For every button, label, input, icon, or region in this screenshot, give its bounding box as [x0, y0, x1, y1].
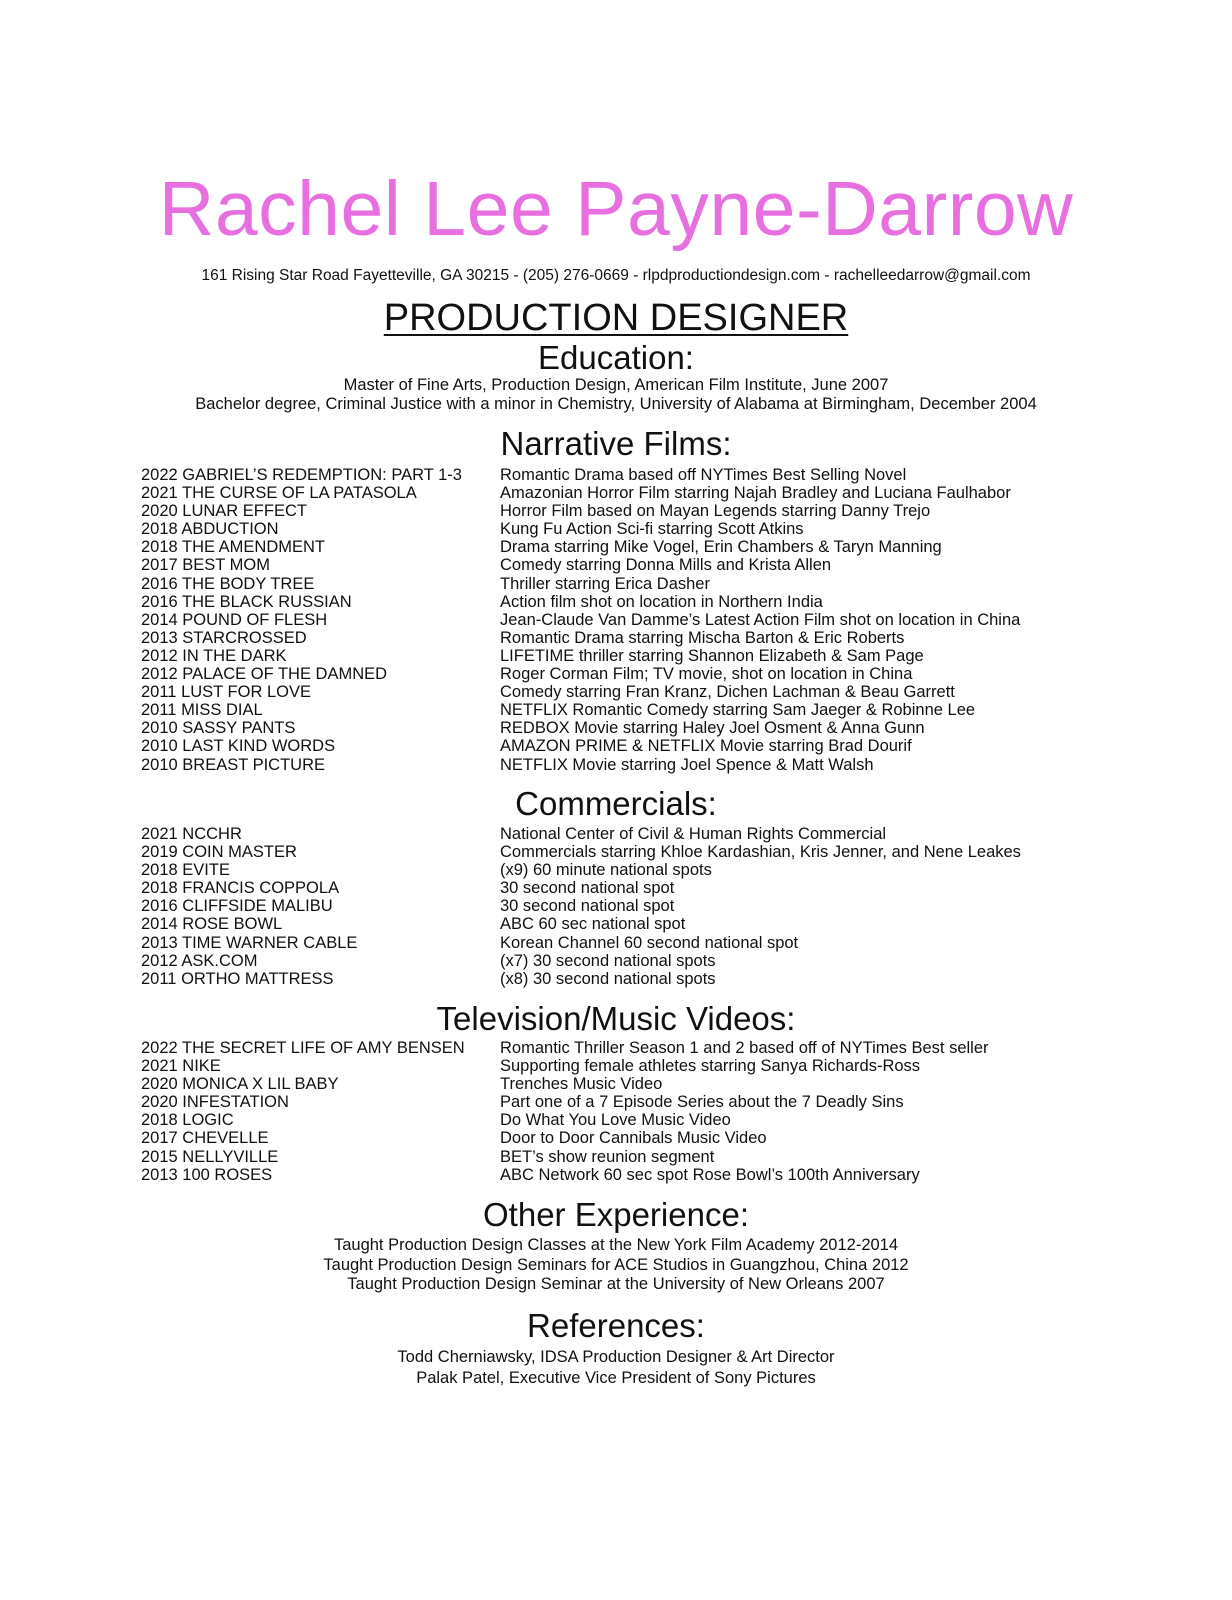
credit-title: 2020 LUNAR EFFECT: [141, 502, 307, 521]
credit-description: LIFETIME thriller starring Shannon Elizabeth & Sam Page: [500, 646, 924, 665]
role-title: [0, 296, 1232, 340]
credit-row: [141, 861, 1141, 879]
credit-title: 2011 LUST FOR LOVE: [141, 683, 311, 702]
credit-row: [141, 538, 1141, 556]
narrative-heading: Narrative Films:: [500, 425, 732, 462]
credit-description: Amazonian Horror Film starring Najah Bradley and Luciana Faulhabor: [500, 484, 1011, 503]
credit-title: 2017 BEST MOM: [141, 556, 270, 575]
credit-description: ABC Network 60 sec spot Rose Bowl’s 100th Anniversary: [500, 1165, 920, 1184]
credit-row: [141, 665, 1141, 683]
credit-title: 2017 CHEVELLE: [141, 1129, 269, 1148]
commercials-list: [141, 825, 1141, 988]
other-experience-list: [0, 1236, 1232, 1295]
contact-line: 161 Rising Star Road Fayetteville, GA 30215 - (205) 276-0669 - rlpdproductiondesign.com - rachelleedarrow@gmail.com: [201, 267, 1031, 284]
education-item: Bachelor degree, Criminal Justice with a minor in Chemistry, University of Alabama at Birmingham, December 2004: [195, 395, 1037, 413]
reference-item: Todd Cherniawsky, IDSA Production Designer & Art Director: [397, 1348, 835, 1366]
credit-row: [141, 1057, 1141, 1075]
credit-description: Korean Channel 60 second national spot: [500, 933, 799, 952]
credit-row: [141, 629, 1141, 647]
credit-description: Thriller starring Erica Dasher: [500, 574, 710, 593]
credit-description: NETFLIX Romantic Comedy starring Sam Jaeger & Robinne Lee: [500, 701, 976, 720]
education-heading: Education:: [538, 339, 694, 376]
credit-description: 30 second national spot: [500, 897, 675, 916]
credit-row: [141, 879, 1141, 897]
credit-row: [141, 1166, 1141, 1184]
credit-title: 2011 MISS DIAL: [141, 701, 263, 720]
credit-title: 2016 THE BODY TREE: [141, 574, 315, 593]
credit-description: NETFLIX Movie starring Joel Spence & Matt Walsh: [500, 755, 874, 774]
credit-description: Romantic Thriller Season 1 and 2 based off of NYTimes Best seller: [500, 1039, 989, 1057]
credit-title: 2014 ROSE BOWL: [141, 915, 283, 934]
credit-description: Jean-Claude Van Damme’s Latest Action Film shot on location in China: [500, 610, 1021, 629]
credit-description: Kung Fu Action Sci-fi starring Scott Atkins: [500, 520, 804, 539]
other-experience-item: Taught Production Design Seminars for ACE Studios in Guangzhou, China 2012: [323, 1255, 909, 1274]
credit-title: 2019 COIN MASTER: [141, 843, 297, 862]
credit-row: [141, 915, 1141, 933]
other-experience-item: Taught Production Design Seminar at the University of New Orleans 2007: [347, 1275, 885, 1293]
credit-row: [141, 701, 1141, 719]
television-list: [141, 1039, 1141, 1184]
education-item: Master of Fine Arts, Production Design, American Film Institute, June 2007: [343, 376, 889, 394]
credit-row: [141, 825, 1141, 843]
other-experience-heading: Other Experience:: [483, 1196, 749, 1233]
credit-title: 2021 THE CURSE OF LA PATASOLA: [141, 484, 417, 503]
credit-row: [141, 683, 1141, 701]
credit-row: [141, 756, 1141, 774]
credit-row: [141, 593, 1141, 611]
education-list: [0, 376, 1232, 414]
credit-description: Part one of a 7 Episode Series about the 7 Deadly Sins: [500, 1093, 904, 1112]
credit-row: [141, 1148, 1141, 1166]
credit-row: [141, 611, 1141, 629]
credit-description: Romantic Drama based off NYTimes Best Selling Novel: [500, 466, 907, 484]
credit-row: [141, 719, 1141, 737]
credit-description: Horror Film based on Mayan Legends starring Danny Trejo: [500, 502, 931, 521]
credit-description: Trenches Music Video: [500, 1075, 663, 1094]
credit-row: [141, 1111, 1141, 1129]
credit-description: BET’s show reunion segment: [500, 1147, 715, 1166]
credit-description: REDBOX Movie starring Haley Joel Osment & Anna Gunn: [500, 719, 925, 738]
credit-title: 2011 ORTHO MATTRESS: [141, 969, 334, 988]
credit-row: [141, 484, 1141, 502]
credit-title: 2014 POUND OF FLESH: [141, 610, 328, 629]
credit-description: (x7) 30 second national spots: [500, 951, 716, 970]
credit-description: Drama starring Mike Vogel, Erin Chambers & Taryn Manning: [500, 538, 942, 557]
credit-row: [141, 466, 1141, 484]
credit-title: 2016 CLIFFSIDE MALIBU: [141, 897, 333, 916]
credit-description: Comedy starring Fran Kranz, Dichen Lachman & Beau Garrett: [500, 683, 955, 702]
credit-title: 2012 PALACE OF THE DAMNED: [141, 665, 388, 684]
credit-description: Roger Corman Film; TV movie, shot on location in China: [500, 665, 913, 684]
credit-row: [141, 1075, 1141, 1093]
credit-title: 2018 LOGIC: [141, 1111, 234, 1130]
credit-row: [141, 934, 1141, 952]
credit-row: [141, 556, 1141, 574]
credit-description: Do What You Love Music Video: [500, 1111, 731, 1130]
credit-row: [141, 970, 1141, 988]
credit-title: 2022 GABRIEL’S REDEMPTION: PART 1-3: [141, 466, 462, 484]
credit-description: ABC 60 sec national spot: [500, 915, 686, 934]
credit-description: (x8) 30 second national spots: [500, 969, 716, 988]
resume-name: Rachel Lee Payne-Darrow: [158, 166, 1074, 252]
credit-title: 2020 INFESTATION: [141, 1093, 289, 1112]
credit-row: [141, 1093, 1141, 1111]
credit-description: AMAZON PRIME & NETFLIX Movie starring Brad Dourif: [500, 737, 912, 756]
credit-title: 2010 SASSY PANTS: [141, 719, 296, 738]
credit-row: [141, 737, 1141, 755]
commercials-heading: Commercials:: [515, 785, 717, 822]
credit-description: National Center of Civil & Human Rights Commercial: [500, 825, 887, 843]
credit-title: 2022 THE SECRET LIFE OF AMY BENSEN: [141, 1039, 465, 1057]
credit-description: Commercials starring Khloe Kardashian, Kris Jenner, and Nene Leakes: [500, 843, 1021, 862]
role-title-text: PRODUCTION DESIGNER: [383, 297, 849, 339]
other-experience-item: Taught Production Design Classes at the New York Film Academy 2012-2014: [333, 1236, 899, 1254]
credit-row: [141, 843, 1141, 861]
credit-title: 2021 NCCHR: [141, 825, 242, 843]
credit-title: 2010 LAST KIND WORDS: [141, 737, 336, 756]
credit-row: [141, 502, 1141, 520]
credit-title: 2012 IN THE DARK: [141, 646, 287, 665]
credit-title: 2018 EVITE: [141, 861, 230, 880]
credit-row: [141, 575, 1141, 593]
credit-title: 2020 MONICA X LIL BABY: [141, 1075, 339, 1094]
credit-description: Supporting female athletes starring Sanya Richards-Ross: [500, 1057, 921, 1076]
credit-title: 2013 100 ROSES: [141, 1165, 273, 1184]
credit-title: 2010 BREAST PICTURE: [141, 755, 326, 774]
narrative-films-list: [141, 466, 1141, 774]
credit-title: 2016 THE BLACK RUSSIAN: [141, 592, 352, 611]
credit-title: 2018 THE AMENDMENT: [141, 538, 325, 557]
credit-row: [141, 952, 1141, 970]
credit-row: [141, 520, 1141, 538]
credit-row: [141, 897, 1141, 915]
reference-item: Palak Patel, Executive Vice President of Sony Pictures: [416, 1369, 816, 1387]
credit-title: 2018 ABDUCTION: [141, 520, 279, 539]
credit-title: 2013 STARCROSSED: [141, 628, 307, 647]
credit-title: 2015 NELLYVILLE: [141, 1147, 279, 1166]
credit-row: [141, 1129, 1141, 1147]
credit-description: Door to Door Cannibals Music Video: [500, 1129, 767, 1148]
credit-title: 2018 FRANCIS COPPOLA: [141, 879, 340, 898]
credit-title: 2012 ASK.COM: [141, 951, 258, 970]
credit-description: Comedy starring Donna Mills and Krista Allen: [500, 556, 832, 575]
credit-title: 2021 NIKE: [141, 1057, 221, 1076]
credit-description: 30 second national spot: [500, 879, 675, 898]
references-heading: References:: [527, 1307, 705, 1344]
television-heading: Television/Music Videos:: [436, 1000, 796, 1037]
credit-description: Romantic Drama starring Mischa Barton & Eric Roberts: [500, 628, 905, 647]
credit-description: Action film shot on location in Northern India: [500, 592, 823, 611]
credit-row: [141, 1039, 1141, 1057]
references-list: [0, 1347, 1232, 1389]
credit-description: (x9) 60 minute national spots: [500, 861, 712, 880]
credit-row: [141, 647, 1141, 665]
credit-title: 2013 TIME WARNER CABLE: [141, 933, 358, 952]
